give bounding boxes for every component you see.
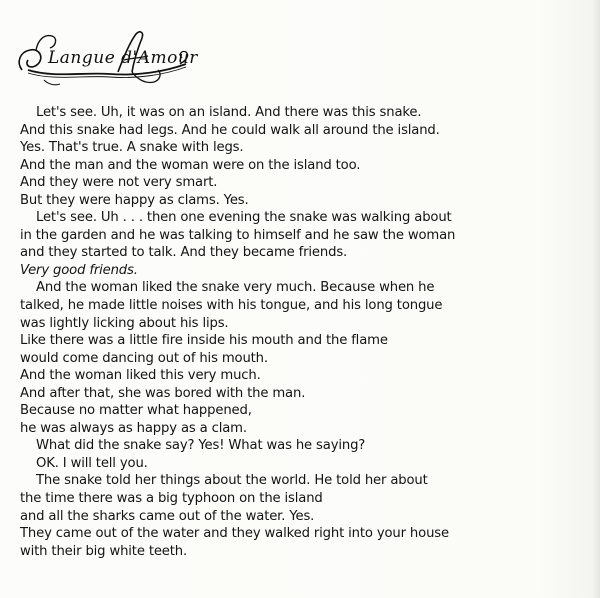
text-line: with their big white teeth. [20,543,188,559]
text-line: Yes. That's true. A snake with legs. [20,140,244,156]
text-line: and all the sharks came out of the water. Yes. [20,508,315,524]
text-line: in the garden and he was talking to himself and he saw the woman [20,227,456,243]
text-line: And the man and the woman were on the island too. [20,157,361,173]
story-text [20,104,590,560]
text-line: would come dancing out of his mouth. [20,350,268,366]
text-line: What did the snake say? Yes! What was he saying? [36,438,366,454]
text-line: Because no matter what happened, [20,403,252,419]
text-line: he was always as happy as a clam. [20,420,247,436]
text-line: the time there was a big typhoon on the island [20,491,323,507]
text-line: But they were happy as clams. Yes. [20,192,249,208]
logo-title: Langue d'Amour [48,48,198,68]
text-line: And this snake had legs. And he could walk all around the island. [20,122,440,138]
text-line: Like there was a little fire inside his mouth and the flame [20,333,388,349]
page-spine-shadow [592,0,600,598]
text-line: talked, he made little noises with his tongue, and his long tongue [20,298,443,314]
text-line: The snake told her things about the world. He told her about [36,473,428,489]
text-line: OK. I will tell you. [36,455,148,471]
text-line: was lightly licking about his lips. [20,315,229,331]
text-line: Let's see. Uh . . . then one evening the snake was walking about [36,210,452,226]
text-line: Let's see. Uh, it was on an island. And there was this snake. [36,105,422,120]
text-line: And after that, she was bored with the man. [20,385,306,401]
text-line: And the woman liked this very much. [20,368,261,384]
text-line: They came out of the water and they walked right into your house [20,526,449,542]
langue-damour-logo [14,26,198,92]
text-line: Very good friends. [20,262,138,278]
text-line: And the woman liked the snake very much. Because when he [36,280,435,296]
text-line: And they were not very smart. [20,175,218,191]
text-line: and they started to talk. And they became friends. [20,245,348,261]
